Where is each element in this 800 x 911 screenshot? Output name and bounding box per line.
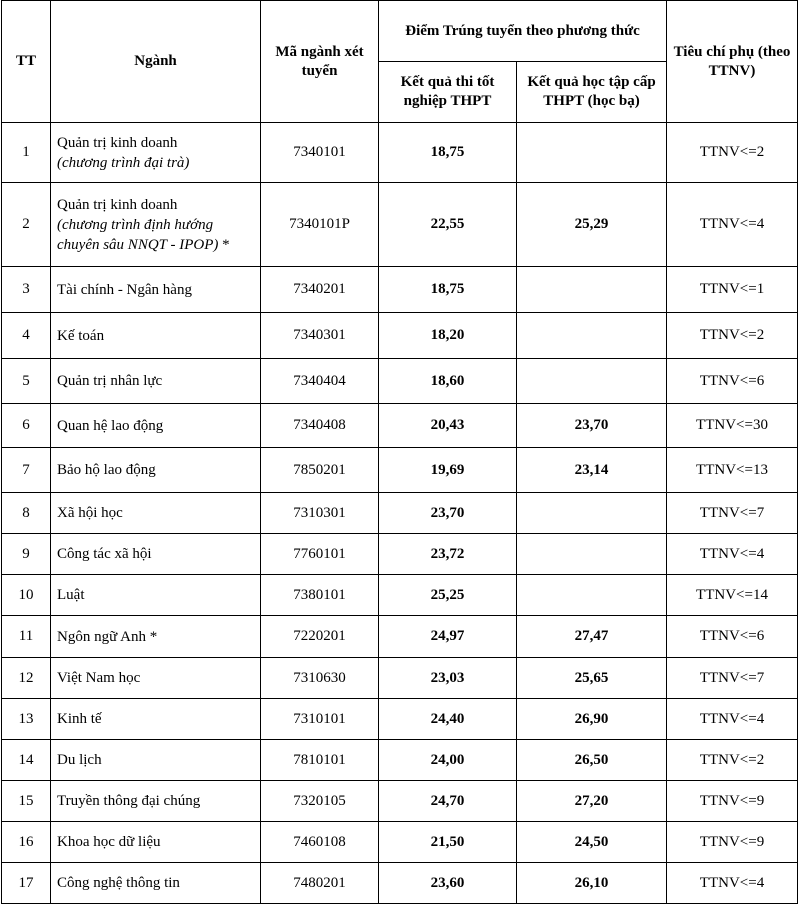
table-row [2, 123, 798, 183]
row-number: 8 [2, 493, 51, 534]
major-code: 7340101 [261, 123, 379, 183]
major-cell [51, 448, 261, 493]
criteria: TTNV<=2 [667, 740, 798, 781]
exam-score: 24,97 [379, 616, 517, 658]
criteria: TTNV<=13 [667, 448, 798, 493]
header-row-top [2, 1, 798, 62]
criteria: TTNV<=1 [667, 267, 798, 313]
row-number: 13 [2, 699, 51, 740]
major-name: Việt Nam học [57, 670, 141, 686]
major-code: 7460108 [261, 822, 379, 863]
exam-score: 23,72 [379, 534, 517, 575]
exam-score: 22,55 [379, 183, 517, 267]
criteria: TTNV<=4 [667, 183, 798, 267]
transcript-score [517, 575, 667, 616]
exam-score: 23,70 [379, 493, 517, 534]
criteria: TTNV<=4 [667, 534, 798, 575]
table-row [2, 822, 798, 863]
major-name: Kế toán [57, 327, 105, 344]
major-name: Du lịch [57, 752, 102, 768]
major-name: Kinh tế [57, 711, 102, 727]
transcript-score [517, 267, 667, 313]
major-name: Tài chính - Ngân hàng [57, 281, 192, 298]
row-number: 17 [2, 863, 51, 904]
transcript-score [517, 359, 667, 404]
exam-score: 18,75 [379, 123, 517, 183]
major-cell [51, 313, 261, 359]
table-row [2, 183, 798, 267]
exam-score: 24,00 [379, 740, 517, 781]
major-name: Công nghệ thông tin [57, 875, 180, 891]
major-code: 7810101 [261, 740, 379, 781]
exam-score: 18,75 [379, 267, 517, 313]
table-row [2, 534, 798, 575]
major-subtitle: (chương trình định hướng chuyên sâu NNQT - IPOP) [57, 216, 219, 253]
transcript-score [517, 493, 667, 534]
row-number: 6 [2, 404, 51, 448]
header-method-transcript: Kết quả học tập cấp THPT (học bạ) [517, 62, 667, 123]
major-cell [51, 359, 261, 404]
exam-score: 21,50 [379, 822, 517, 863]
major-cell [51, 740, 261, 781]
table-row [2, 575, 798, 616]
row-number: 9 [2, 534, 51, 575]
major-code: 7220201 [261, 616, 379, 658]
exam-score: 23,60 [379, 863, 517, 904]
major-cell [51, 781, 261, 822]
row-number: 15 [2, 781, 51, 822]
major-cell [51, 404, 261, 448]
major-name: Xã hội học [57, 505, 123, 521]
major-name: Quan hệ lao động [57, 417, 164, 434]
row-number: 10 [2, 575, 51, 616]
header-major: Ngành [51, 1, 261, 123]
row-number: 12 [2, 658, 51, 699]
exam-score: 18,20 [379, 313, 517, 359]
criteria: TTNV<=7 [667, 493, 798, 534]
major-cell [51, 267, 261, 313]
exam-score: 20,43 [379, 404, 517, 448]
row-number: 5 [2, 359, 51, 404]
criteria: TTNV<=7 [667, 658, 798, 699]
major-name: Quản trị nhân lực [57, 373, 163, 389]
table-row [2, 616, 798, 658]
criteria: TTNV<=9 [667, 781, 798, 822]
transcript-score [517, 313, 667, 359]
major-cell [51, 822, 261, 863]
row-number: 2 [2, 183, 51, 267]
major-name: Luật [57, 587, 85, 603]
major-name: Ngôn ngữ Anh * [57, 628, 158, 645]
exam-score: 18,60 [379, 359, 517, 404]
criteria: TTNV<=2 [667, 123, 798, 183]
major-code: 7760101 [261, 534, 379, 575]
criteria: TTNV<=6 [667, 359, 798, 404]
transcript-score: 26,50 [517, 740, 667, 781]
major-marker: * [218, 236, 230, 253]
row-number: 7 [2, 448, 51, 493]
major-cell [51, 183, 261, 267]
admission-score-table [1, 0, 798, 904]
header-tt: TT [2, 1, 51, 123]
major-code: 7310301 [261, 493, 379, 534]
table-row [2, 781, 798, 822]
row-number: 16 [2, 822, 51, 863]
transcript-score: 25,65 [517, 658, 667, 699]
transcript-score: 23,70 [517, 404, 667, 448]
transcript-score [517, 123, 667, 183]
major-code: 7340408 [261, 404, 379, 448]
row-number: 4 [2, 313, 51, 359]
header-criteria: Tiêu chí phụ (theo TTNV) [667, 1, 798, 123]
transcript-score: 27,47 [517, 616, 667, 658]
transcript-score: 27,20 [517, 781, 667, 822]
header-method-group: Điểm Trúng tuyển theo phương thức [379, 1, 667, 62]
major-cell [51, 575, 261, 616]
row-number: 3 [2, 267, 51, 313]
criteria: TTNV<=4 [667, 863, 798, 904]
major-name: Công tác xã hội [57, 546, 152, 562]
transcript-score: 24,50 [517, 822, 667, 863]
major-name: Khoa học dữ liệu [57, 834, 161, 850]
table-row [2, 493, 798, 534]
major-code: 7340404 [261, 359, 379, 404]
criteria: TTNV<=9 [667, 822, 798, 863]
major-name: Quản trị kinh doanh [57, 134, 178, 151]
row-number: 14 [2, 740, 51, 781]
criteria: TTNV<=4 [667, 699, 798, 740]
major-code: 7340101P [261, 183, 379, 267]
table-row [2, 359, 798, 404]
header-method-exam: Kết quả thi tốt nghiệp THPT [379, 62, 517, 123]
table-row [2, 863, 798, 904]
major-cell [51, 493, 261, 534]
major-name: Truyền thông đại chúng [57, 793, 201, 809]
table-row [2, 699, 798, 740]
exam-score: 24,40 [379, 699, 517, 740]
major-code: 7850201 [261, 448, 379, 493]
criteria: TTNV<=30 [667, 404, 798, 448]
major-name: Quản trị kinh doanh [57, 196, 178, 213]
transcript-score: 25,29 [517, 183, 667, 267]
major-cell [51, 534, 261, 575]
criteria: TTNV<=2 [667, 313, 798, 359]
transcript-score: 26,10 [517, 863, 667, 904]
major-cell [51, 658, 261, 699]
major-name: Bảo hộ lao động [57, 462, 156, 478]
table-row [2, 267, 798, 313]
major-code: 7340301 [261, 313, 379, 359]
exam-score: 19,69 [379, 448, 517, 493]
transcript-score [517, 534, 667, 575]
major-cell [51, 699, 261, 740]
table-row [2, 740, 798, 781]
criteria: TTNV<=6 [667, 616, 798, 658]
table-row [2, 448, 798, 493]
criteria: TTNV<=14 [667, 575, 798, 616]
major-cell [51, 616, 261, 658]
major-cell [51, 863, 261, 904]
major-code: 7310630 [261, 658, 379, 699]
major-code: 7320105 [261, 781, 379, 822]
major-cell [51, 123, 261, 183]
major-subtitle: (chương trình đại trà) [57, 154, 190, 171]
exam-score: 25,25 [379, 575, 517, 616]
table-row [2, 658, 798, 699]
row-number: 1 [2, 123, 51, 183]
exam-score: 24,70 [379, 781, 517, 822]
major-code: 7340201 [261, 267, 379, 313]
exam-score: 23,03 [379, 658, 517, 699]
row-number: 11 [2, 616, 51, 658]
transcript-score: 26,90 [517, 699, 667, 740]
major-code: 7480201 [261, 863, 379, 904]
table-row [2, 404, 798, 448]
major-code: 7380101 [261, 575, 379, 616]
header-code: Mã ngành xét tuyển [261, 1, 379, 123]
transcript-score: 23,14 [517, 448, 667, 493]
major-code: 7310101 [261, 699, 379, 740]
table-row [2, 313, 798, 359]
